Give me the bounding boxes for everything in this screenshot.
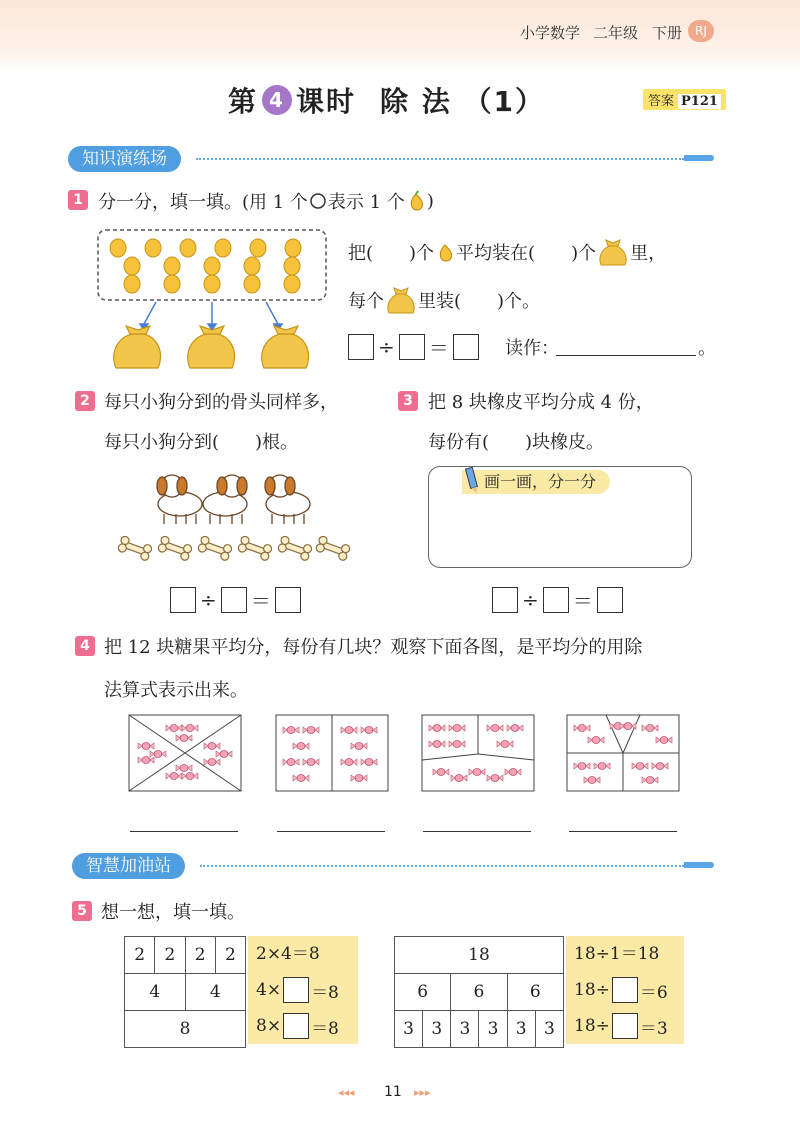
q5-left-grid <box>124 936 246 1048</box>
q1-read-line[interactable] <box>556 355 696 356</box>
q2-line1: 每只小狗分到的骨头同样多， <box>104 392 338 413</box>
eq-text: ＝8 <box>311 982 339 1003</box>
answer-box[interactable] <box>612 1013 638 1039</box>
eq-text: 18÷ <box>574 1016 610 1036</box>
answer-label: 答案 <box>648 94 675 109</box>
answer-box[interactable] <box>492 587 518 613</box>
q3-line1: 把 8 块橡皮平均分成 4 份， <box>428 392 654 413</box>
pear-icon <box>434 241 456 263</box>
bones-illustration <box>114 532 354 566</box>
question-number-3: 3 <box>398 391 418 411</box>
answer-box[interactable] <box>275 587 301 613</box>
divide-sign: ÷ <box>522 587 539 612</box>
candy-grid-1 <box>129 715 241 791</box>
bag-icon <box>596 237 630 267</box>
answer-box[interactable] <box>612 977 638 1003</box>
answer-line-4[interactable] <box>569 831 677 832</box>
eq-text: ＝6 <box>639 982 668 1003</box>
cell: 2 <box>125 937 155 974</box>
eq-text: 18÷ <box>574 980 610 1000</box>
candy-grids <box>128 714 688 794</box>
answer-box[interactable] <box>221 587 247 613</box>
q5-prompt: 想一想，填一填。 <box>101 902 245 923</box>
q5-right-equations <box>566 936 684 1044</box>
question-number-2: 2 <box>75 391 95 411</box>
q1-line2a: 每个 <box>348 291 384 312</box>
page-title <box>228 80 545 120</box>
q3-equation <box>492 585 623 614</box>
q4-line1: 把 12 块糖果平均分，每份有几块？观察下面各图，是平均分的用除 <box>104 637 643 658</box>
q5-left-equations <box>248 936 358 1044</box>
q1-prompt <box>98 188 434 214</box>
candy-grid-4 <box>567 715 679 791</box>
header-term: 下册 <box>652 24 683 42</box>
section-boost: 智慧加油站 <box>72 853 185 879</box>
q1-prompt-text3: ) <box>426 190 434 212</box>
left-arrows: ◂◂◂ <box>338 1086 355 1099</box>
cell: 2 <box>185 937 215 974</box>
q1-line1 <box>348 237 666 267</box>
cell: 6 <box>507 974 563 1011</box>
question-number-5: 5 <box>72 901 92 921</box>
cell: 3 <box>395 1011 423 1048</box>
cell: 2 <box>155 937 185 974</box>
candy-grid-3 <box>422 715 534 791</box>
cell: 3 <box>423 1011 451 1048</box>
cell: 18 <box>395 937 564 974</box>
q5-right-grid <box>394 936 564 1048</box>
pears-illustration <box>96 228 336 376</box>
cell: 3 <box>507 1011 535 1048</box>
draw-hint-text: 画一画，分一分 <box>484 472 597 491</box>
page-number: 11 <box>384 1084 402 1100</box>
equal-sign: ＝ <box>428 336 449 360</box>
equal-sign: ＝ <box>250 589 271 613</box>
answer-line-2[interactable] <box>277 831 385 832</box>
title-name: 除 法 （1） <box>380 85 546 118</box>
q1-line2 <box>348 285 540 315</box>
question-number-1: 1 <box>68 190 88 210</box>
section-divider <box>200 865 684 867</box>
candy-grid-2 <box>276 715 388 791</box>
eq-text: 8× <box>256 1016 282 1036</box>
answer-box[interactable] <box>453 334 479 360</box>
answer-box[interactable] <box>543 587 569 613</box>
eq-row <box>248 972 358 1008</box>
circle-icon <box>308 191 328 211</box>
q3-line2: 每份有( )块橡皮。 <box>428 432 605 453</box>
equal-sign: ＝ <box>572 589 593 613</box>
answer-box[interactable] <box>170 587 196 613</box>
eq-row <box>566 972 684 1008</box>
q2-equation <box>170 585 301 614</box>
answer-page: P121 <box>678 94 721 109</box>
answer-tag <box>643 89 726 110</box>
answer-line-3[interactable] <box>423 831 531 832</box>
q4-line2: 法算式表示出来。 <box>104 680 248 701</box>
eq-row <box>248 1008 358 1044</box>
pencil-icon <box>684 862 714 868</box>
right-arrows: ▸▸▸ <box>414 1086 431 1099</box>
eq-text: ＝3 <box>639 1018 668 1039</box>
eq-row: 2×4＝8 <box>256 944 320 964</box>
pear-icon <box>405 190 427 212</box>
cell: 3 <box>535 1011 563 1048</box>
q1-line1c: 里， <box>630 243 667 264</box>
edition-badge: RJ <box>688 20 714 42</box>
eq-row: 18÷1＝18 <box>574 944 660 964</box>
header-subject: 小学数学 <box>520 24 581 42</box>
answer-box[interactable] <box>348 334 374 360</box>
eq-text: ＝8 <box>311 1018 339 1039</box>
q1-line1b: 平均装在( )个 <box>456 243 597 264</box>
bag-icon <box>384 285 418 315</box>
q2-line2: 每只小狗分到( )根。 <box>104 432 299 453</box>
title-pre: 第 <box>228 85 259 118</box>
q1-end: 。 <box>698 338 716 359</box>
answer-box[interactable] <box>283 977 309 1003</box>
title-lesson-number: 4 <box>262 85 292 115</box>
cell: 3 <box>451 1011 479 1048</box>
answer-box[interactable] <box>597 587 623 613</box>
divide-sign: ÷ <box>378 334 395 359</box>
cell: 4 <box>185 974 246 1011</box>
answer-box[interactable] <box>283 1013 309 1039</box>
q1-equation <box>348 332 479 361</box>
cell: 3 <box>479 1011 507 1048</box>
eq-text: 4× <box>256 980 282 1000</box>
cell: 2 <box>215 937 245 974</box>
cell: 6 <box>395 974 451 1011</box>
draw-hint <box>462 470 610 494</box>
q1-read-label: 读作： <box>505 338 559 359</box>
cell: 4 <box>125 974 186 1011</box>
question-number-4: 4 <box>75 636 95 656</box>
section-divider <box>196 158 684 160</box>
answer-box[interactable] <box>399 334 425 360</box>
title-post: 课时 <box>296 85 357 118</box>
eq-row <box>566 1008 684 1044</box>
q1-line1a: 把( )个 <box>348 243 435 264</box>
q1-prompt-text: 分一分，填一填。(用 1 个 <box>98 192 308 213</box>
cell: 8 <box>125 1011 246 1048</box>
pencil-icon <box>684 155 714 161</box>
dogs-illustration <box>150 466 320 526</box>
section-practice: 知识演练场 <box>68 146 181 172</box>
q1-line2b: 里装( )个。 <box>418 291 541 312</box>
cell: 6 <box>451 974 507 1011</box>
divide-sign: ÷ <box>200 587 217 612</box>
pencil-icon <box>460 466 482 496</box>
header-grade: 二年级 <box>593 24 639 42</box>
answer-line-1[interactable] <box>130 831 238 832</box>
q1-prompt-text2: 表示 1 个 <box>327 192 405 213</box>
